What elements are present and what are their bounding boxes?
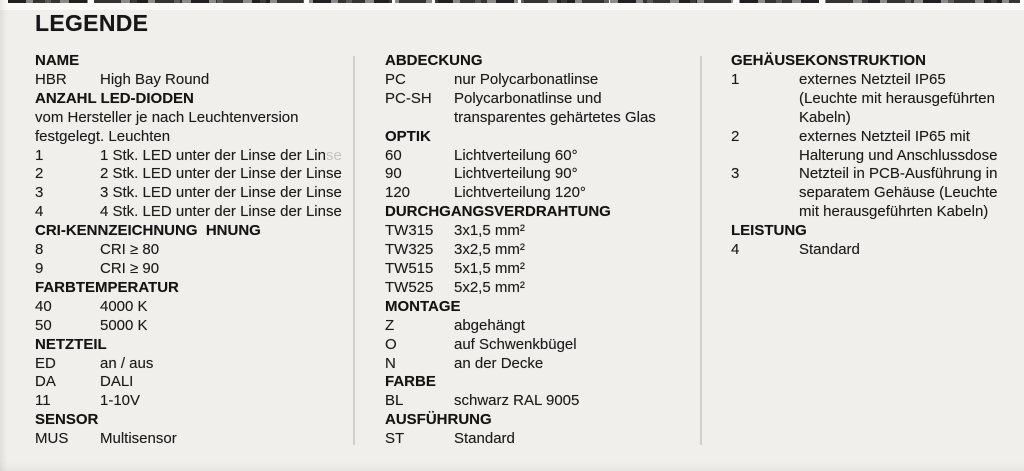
entry-description <box>454 184 698 203</box>
section-title: OPTIK <box>385 127 431 145</box>
entry-code: N <box>385 354 396 372</box>
entry-line: Kabeln) <box>799 108 851 126</box>
entry-description <box>100 203 353 222</box>
legend-entry <box>385 165 698 184</box>
entry-line: CRI ≥ 90 <box>100 259 160 277</box>
legend-column-1 <box>35 52 353 449</box>
legend-entry <box>35 260 353 279</box>
entry-line: Standard <box>799 241 860 259</box>
entry-code: HBR <box>35 70 67 88</box>
entry-code: 3 <box>731 165 740 183</box>
legend-entry <box>35 203 353 222</box>
entry-code: 50 <box>35 316 52 334</box>
entry-line: 4000 K <box>100 297 148 315</box>
section-title: FARBTEMPERATUR <box>35 278 179 296</box>
entry-line: externes Netzteil IP65 mit <box>799 127 970 145</box>
legend-entry <box>385 147 698 166</box>
entry-description <box>454 147 698 166</box>
entry-line: 3x2,5 mm² <box>454 241 525 259</box>
entry-description <box>454 430 698 449</box>
legend-entry <box>385 336 698 355</box>
legend-entry <box>35 241 353 260</box>
entry-description <box>100 298 353 317</box>
legend-entry <box>385 184 698 203</box>
page-title: LEGENDE <box>35 10 149 36</box>
entry-line: 5x1,5 mm² <box>454 259 525 277</box>
entry-description <box>100 241 353 260</box>
entry-line: CRI ≥ 80 <box>100 241 160 259</box>
section-title: NETZTEIL <box>35 335 107 353</box>
legend-entry <box>385 90 698 128</box>
legend-section <box>35 222 353 279</box>
section-title: GEHÄUSEKONSTRUKTION <box>731 52 927 69</box>
entry-code: 90 <box>385 165 402 183</box>
legend-column-3 <box>731 52 1016 260</box>
legend-column-2 <box>385 52 698 449</box>
entry-line: Multisensor <box>100 430 177 448</box>
entry-code: PC-SH <box>385 89 432 107</box>
entry-code: MUS <box>35 430 69 448</box>
entry-description <box>100 184 353 203</box>
entry-description <box>100 392 353 411</box>
entry-code: 3 <box>35 184 44 202</box>
entry-description <box>454 71 698 90</box>
legend-section <box>35 411 353 449</box>
entry-description <box>799 241 1016 260</box>
entry-code: 4 <box>35 203 44 221</box>
legend-entry <box>35 71 353 90</box>
entry-description <box>100 317 353 336</box>
entry-code: TW515 <box>385 259 434 277</box>
legend-entry <box>385 260 698 279</box>
entry-code: ED <box>35 354 56 372</box>
entry-line: transparentes gehärtetes Glas <box>454 108 656 126</box>
section-title: ABDECKUNG <box>385 52 483 69</box>
entry-code: 2 <box>731 127 740 145</box>
entry-code: 40 <box>35 297 52 315</box>
entry-line: High Bay Round <box>100 70 210 88</box>
entry-description <box>799 165 1016 222</box>
legend-entry <box>35 392 353 411</box>
entry-code: 2 <box>35 165 44 183</box>
entry-description <box>454 317 698 336</box>
column-divider-1 <box>353 56 355 445</box>
entry-line: an / aus <box>100 354 154 372</box>
entry-description <box>100 430 353 449</box>
entry-line: 4 Stk. LED unter der Linse der Linse <box>100 203 342 221</box>
entry-description <box>100 260 353 279</box>
legend-entry <box>385 355 698 374</box>
entry-line: Halterung und Anschlussdose <box>799 146 998 164</box>
entry-description <box>454 260 698 279</box>
entry-description <box>799 128 1016 166</box>
legend-section <box>731 52 1016 222</box>
entry-code: 11 <box>35 392 51 410</box>
section-title: CRI-KENNZEICHNUNG HNUNG <box>35 222 261 240</box>
entry-line: nur Polycarbonatlinse <box>454 70 599 88</box>
entry-line: 5x2,5 mm² <box>454 278 525 296</box>
entry-description <box>100 71 353 90</box>
entry-code: 60 <box>385 146 402 164</box>
scan-shadow-bottom <box>0 461 1024 471</box>
entry-line: auf Schwenkbügel <box>454 335 577 353</box>
entry-code: 9 <box>35 259 44 277</box>
entry-description <box>454 241 698 260</box>
entry-description <box>100 165 353 184</box>
entry-line: Netzteil in PCB-Ausführung in <box>799 165 998 183</box>
legend-entry <box>35 147 353 166</box>
entry-code: TW325 <box>385 241 434 259</box>
entry-line: DALI <box>100 373 134 391</box>
legend-entry <box>731 165 1016 222</box>
entry-line: Standard <box>454 430 515 448</box>
entry-code: ST <box>385 430 405 448</box>
entry-line: 3x1,5 mm² <box>454 222 525 240</box>
legend-section <box>35 90 353 222</box>
legend-entry <box>35 184 353 203</box>
entry-line: mit herausgeführten Kabeln) <box>799 203 989 221</box>
entry-code: 120 <box>385 184 411 202</box>
entry-line: Polycarbonatlinse und <box>454 89 602 107</box>
legend-section <box>731 222 1016 260</box>
legend-section <box>35 336 353 412</box>
legend-section <box>385 373 698 411</box>
entry-line: Lichtverteilung 60° <box>454 146 578 164</box>
entry-description <box>799 71 1016 128</box>
legend-section <box>385 298 698 374</box>
legend-entry <box>385 317 698 336</box>
entry-code: 8 <box>35 241 44 259</box>
legend-entry <box>35 298 353 317</box>
section-title: SENSOR <box>35 411 99 429</box>
legend-entry <box>35 317 353 336</box>
entry-code: TW525 <box>385 278 434 296</box>
legend-entry <box>385 279 698 298</box>
entry-description <box>454 355 698 374</box>
section-title: LEISTUNG <box>731 222 807 240</box>
entry-description <box>100 373 353 392</box>
section-title: NAME <box>35 52 80 69</box>
entry-code: Z <box>385 316 395 334</box>
entry-code: PC <box>385 70 406 88</box>
column-divider-2 <box>700 56 702 445</box>
section-title: DURCHGANGSVERDRAHTUNG <box>385 203 611 221</box>
entry-line: 2 Stk. LED unter der Linse der Linse <box>100 165 342 183</box>
entry-code: 1 <box>35 146 44 164</box>
legend-section <box>385 203 698 298</box>
section-title: ANZAHL LED-DIODEN <box>35 89 194 107</box>
entry-code: O <box>385 335 397 353</box>
entry-line: schwarz RAL 9005 <box>454 392 580 410</box>
entry-line: 5000 K <box>100 316 148 334</box>
legend-entry <box>35 355 353 374</box>
entry-line: Lichtverteilung 120° <box>454 184 586 202</box>
legend-entry <box>385 241 698 260</box>
legend-section <box>385 52 698 128</box>
legend-entry <box>385 430 698 449</box>
entry-description <box>454 279 698 298</box>
legend-entry <box>35 430 353 449</box>
entry-code: 4 <box>731 241 740 259</box>
legend-section <box>385 128 698 204</box>
entry-description <box>454 222 698 241</box>
legend-entry <box>731 71 1016 128</box>
entry-line: (Leuchte mit herausgeführten <box>799 89 995 107</box>
entry-line: Lichtverteilung 90° <box>454 165 578 183</box>
entry-description <box>454 336 698 355</box>
entry-description <box>100 355 353 374</box>
entry-line: abgehängt <box>454 316 525 334</box>
faded-text: se <box>325 146 342 164</box>
entry-description <box>100 147 353 166</box>
legend-entry <box>35 165 353 184</box>
legend-entry <box>731 241 1016 260</box>
legend-entry <box>385 71 698 90</box>
section-note: festgelegt. Leuchten <box>35 127 171 145</box>
entry-line: an der Decke <box>454 354 544 372</box>
entry-line: 1 Stk. LED unter der Linse der Linse <box>100 146 342 164</box>
entry-code: DA <box>35 373 56 391</box>
legend-section <box>35 52 353 90</box>
section-title: MONTAGE <box>385 297 461 315</box>
section-note: vom Hersteller je nach Leuchtenversion <box>35 108 299 126</box>
entry-code: BL <box>385 392 404 410</box>
entry-line: externes Netzteil IP65 <box>799 70 946 88</box>
entry-code: TW315 <box>385 222 434 240</box>
entry-code: 1 <box>731 70 740 88</box>
scan-shadow-left <box>0 0 7 471</box>
entry-description <box>454 392 698 411</box>
entry-line: 3 Stk. LED unter der Linse der Linse <box>100 184 342 202</box>
entry-line: 1-10V <box>100 392 141 410</box>
section-title: AUSFÜHRUNG <box>385 411 492 429</box>
legend-entry <box>731 128 1016 166</box>
legend-section <box>35 279 353 336</box>
legend-entry <box>385 222 698 241</box>
entry-line: separatem Gehäuse (Leuchte <box>799 184 998 202</box>
legend-entry <box>35 373 353 392</box>
entry-description <box>454 165 698 184</box>
legend-section <box>385 411 698 449</box>
scan-artifact-top-line <box>8 0 1020 3</box>
legend-entry <box>385 392 698 411</box>
entry-description <box>454 90 698 128</box>
section-title: FARBE <box>385 373 436 391</box>
